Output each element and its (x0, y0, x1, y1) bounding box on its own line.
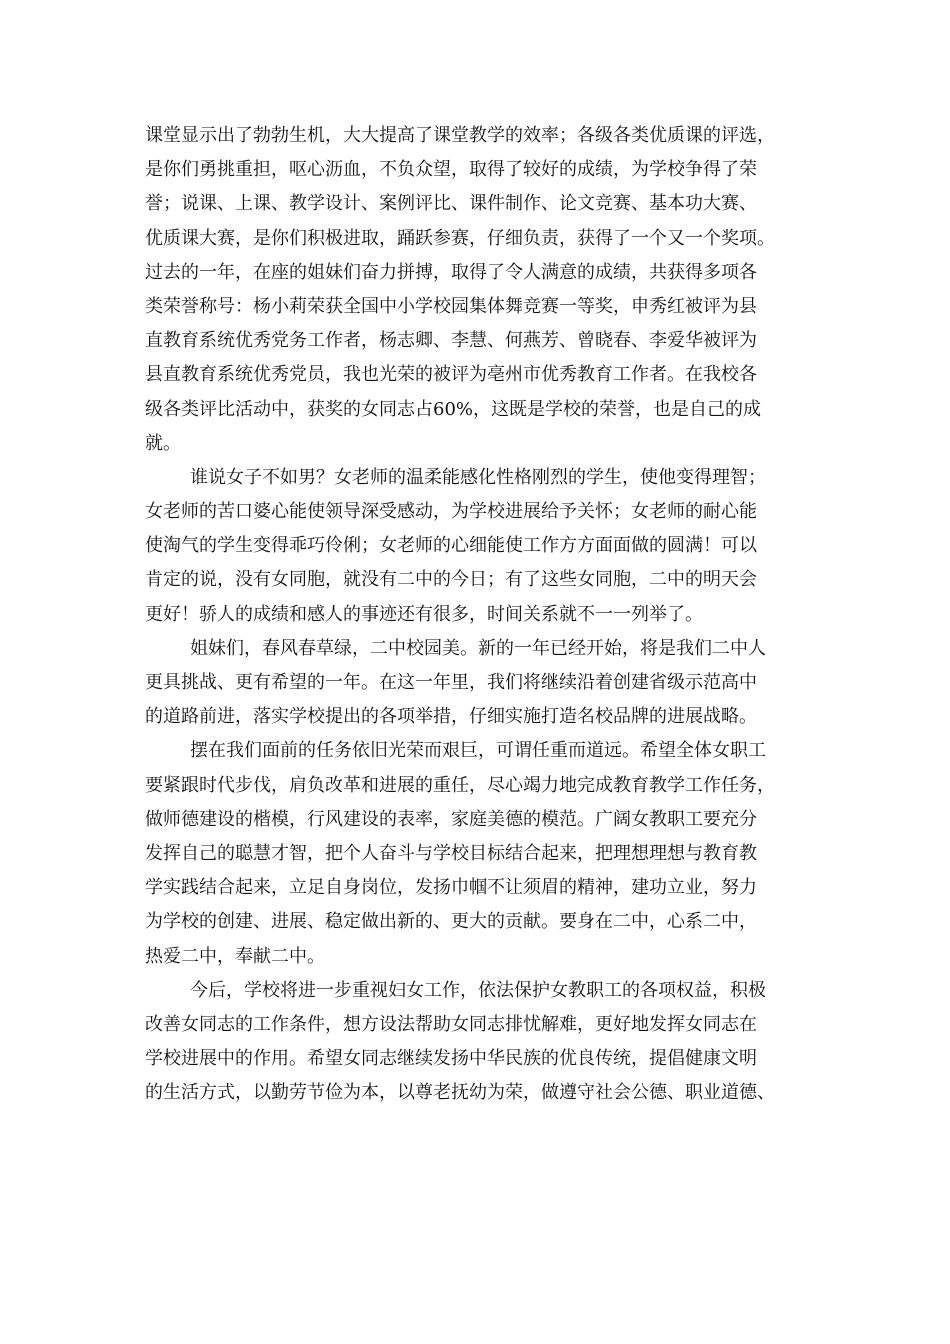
paragraph-line: 更好！骄人的成绩和感人的事迹还有很多，时间关系就不一一列举了。 (145, 603, 703, 625)
paragraph-line: 级各类评比活动中，获奖的女同志占60%，这既是学校的荣誉，也是自己的成 (145, 398, 762, 420)
paragraph-line: 为学校的创建、进展、稳定做出新的、更大的贡献。要身在二中，心系二中， (145, 911, 757, 933)
paragraph-first-line: 姐妹们，春风春草绿，二中校园美。新的一年已经开始，将是我们二中人 (190, 637, 766, 659)
paragraph-5 (145, 974, 810, 1111)
paragraph-line: 发挥自己的聪慧才智，把个人奋斗与学校目标结合起来，把理想理想与教育教 (145, 842, 757, 864)
paragraph-line: 女老师的苦口婆心能使领导深受感动，为学校进展给予关怀；女老师的耐心能 (145, 501, 757, 523)
paragraph-first-line: 谁说女子不如男？女老师的温柔能感化性格刚烈的学生，使他变得理智； (190, 466, 766, 488)
paragraph-line: 就。 (145, 432, 181, 454)
document-body (145, 119, 810, 1110)
paragraph-line: 过去的一年，在座的姐妹们奋力拼搏，取得了令人满意的成绩，共获得多项各 (145, 261, 757, 283)
paragraph-line: 的生活方式，以勤劳节俭为本，以尊老抚幼为荣，做遵守社会公德、职业道德、 (145, 1082, 775, 1104)
paragraph-first-line: 摆在我们面前的任务依旧光荣而艰巨，可谓任重而道远。希望全体女职工 (190, 740, 766, 762)
paragraph-1 (145, 119, 810, 461)
paragraph-line: 是你们勇挑重担，呕心沥血，不负众望，取得了较好的成绩，为学校争得了荣 (145, 159, 757, 181)
paragraph-line: 做师德建设的楷模，行风建设的表率，家庭美德的模范。广阔女教职工要充分 (145, 808, 757, 830)
paragraph-line: 类荣誉称号：杨小莉荣获全国中小学校园集体舞竞赛一等奖，申秀红被评为县 (145, 295, 757, 317)
paragraph-line: 优质课大赛，是你们积极进取，踊跃参赛，仔细负责，获得了一个又一个奖项。 (145, 227, 775, 249)
paragraph-line: 学校进展中的作用。希望女同志继续发扬中华民族的优良传统，提倡健康文明 (145, 1048, 757, 1070)
paragraph-4 (145, 734, 810, 973)
paragraph-line: 直教育系统优秀党务工作者，杨志卿、李慧、何燕芳、曾晓春、李爱华被评为 (145, 330, 757, 352)
paragraph-line: 肯定的说，没有女同胞，就没有二中的今日；有了这些女同胞，二中的明天会 (145, 569, 757, 591)
paragraph-line: 誉；说课、上课、教学设计、案例评比、课件制作、论文竞赛、基本功大赛、 (145, 193, 757, 215)
paragraph-2 (145, 461, 810, 632)
paragraph-3 (145, 632, 810, 735)
paragraph-line: 的道路前进，落实学校提出的各项举措，仔细实施打造名校品牌的进展战略。 (145, 706, 757, 728)
paragraph-line: 县直教育系统优秀党员，我也光荣的被评为亳州市优秀教育工作者。在我校各 (145, 364, 757, 386)
paragraph-line: 课堂显示出了勃勃生机，大大提高了课堂教学的效率；各级各类优质课的评选， (145, 125, 775, 146)
paragraph-line: 热爱二中，奉献二中。 (145, 945, 325, 967)
paragraph-line: 更具挑战、更有希望的一年。在这一年里，我们将继续沿着创建省级示范高中 (145, 672, 757, 693)
paragraph-line: 要紧跟时代步伐，肩负改革和进展的重任，尽心竭力地完成教育教学工作任务， (145, 774, 775, 796)
paragraph-line: 学实践结合起来，立足自身岗位，发扬巾帼不让须眉的精神，建功立业，努力 (145, 877, 757, 899)
paragraph-line: 使淘气的学生变得乖巧伶俐；女老师的心细能使工作方方面面做的圆满！可以 (145, 535, 757, 557)
paragraph-first-line: 今后，学校将进一步重视妇女工作，依法保护女教职工的各项权益，积极 (190, 979, 766, 1001)
paragraph-line: 改善女同志的工作条件，想方设法帮助女同志排忧解难，更好地发挥女同志在 (145, 1013, 757, 1035)
